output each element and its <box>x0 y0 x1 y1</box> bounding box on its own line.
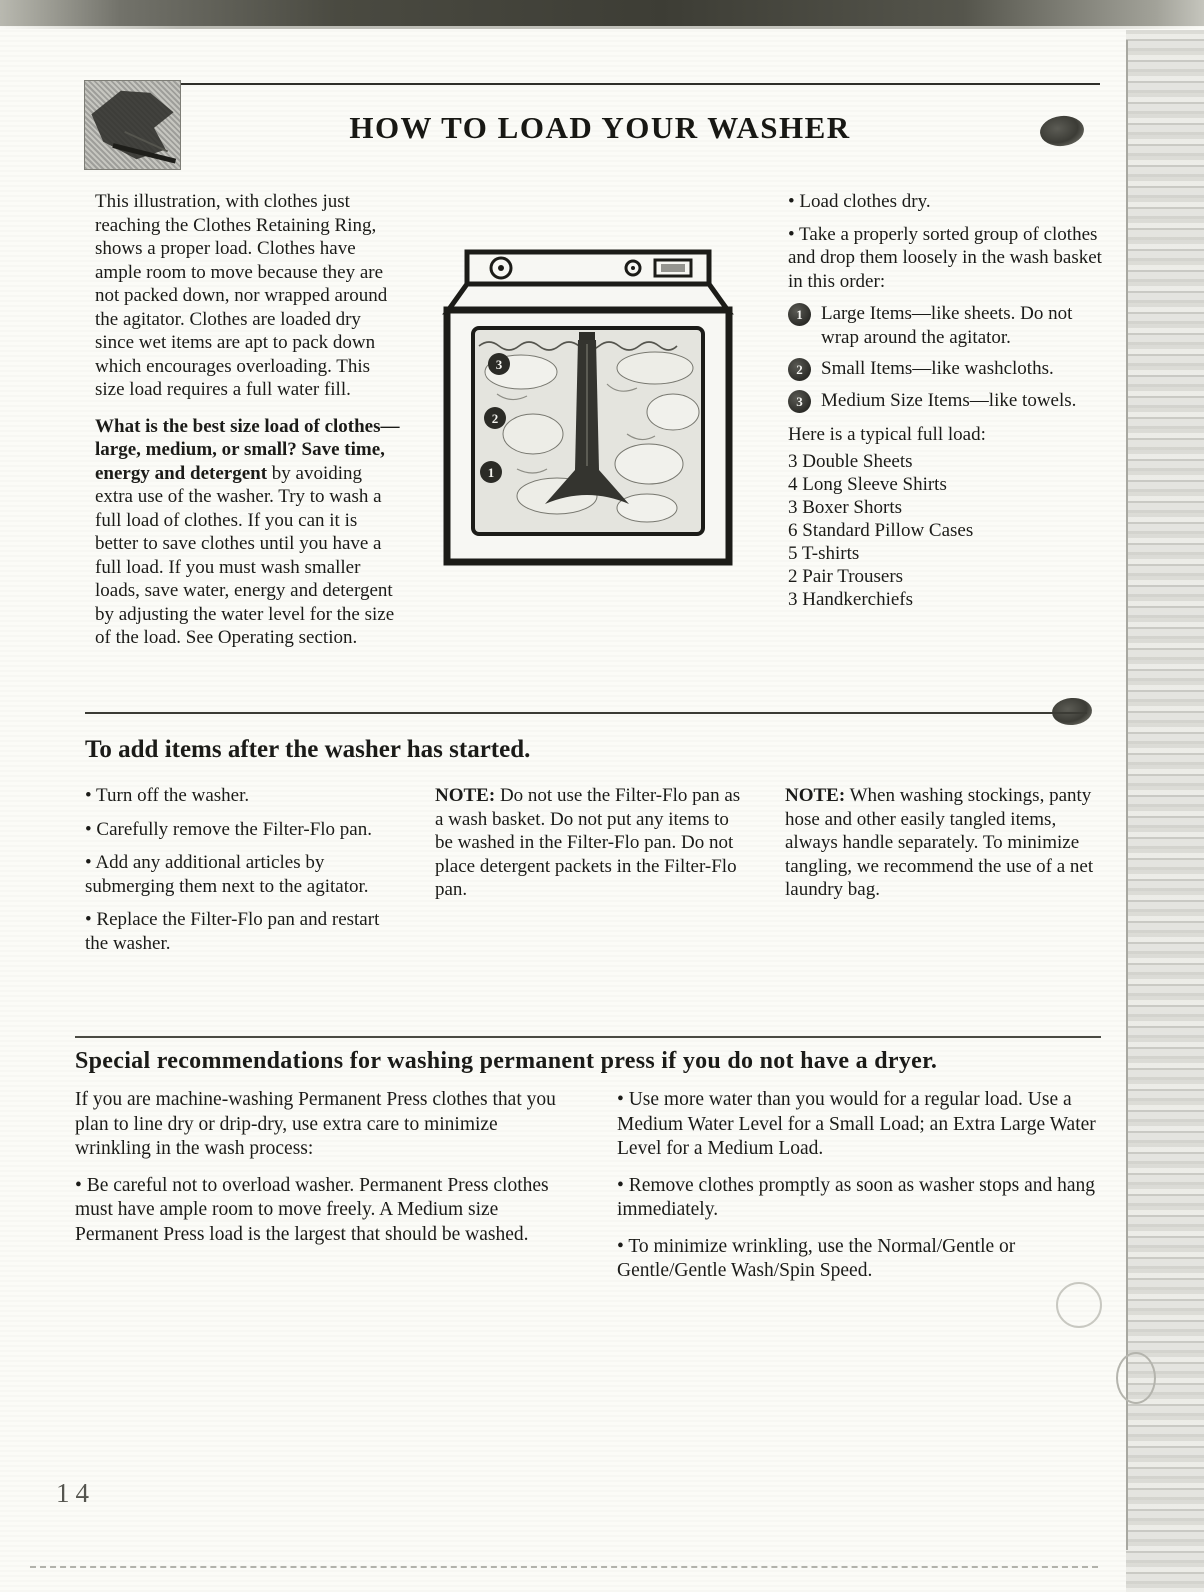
note-paragraph <box>785 784 1107 902</box>
best-load-answer: by avoiding extra use of the washer. Try to wash a full load of clothes. If you can it is better to save clothes until you have a full load. If you must wash smaller loads, save water, energy and detergent by adjusting the water level for the size of the load. See Operating section. <box>95 462 395 648</box>
ink-spot-artifact <box>1039 114 1086 148</box>
ring-artifact <box>1116 1352 1156 1404</box>
hand-loading-icon-art <box>85 81 180 169</box>
best-load-question: What is the best size load of clothes—large, medium, or small? Save time, energy and detergent <box>95 415 400 484</box>
load-order-text: Medium Size Items—like towels. <box>821 390 1077 411</box>
permanent-press-right-column <box>617 1088 1105 1296</box>
section-divider <box>75 1036 1101 1038</box>
full-load-item: 6 Standard Pillow Cases <box>788 519 974 541</box>
load-order-item <box>788 357 1108 381</box>
scan-top-band <box>0 0 1204 26</box>
add-items-step: • Replace the Filter-Flo pan and restart the washer. <box>85 909 380 954</box>
bullet-load-dry: • Load clothes dry. <box>788 191 931 212</box>
full-load-item: 3 Handkerchiefs <box>788 588 914 610</box>
intro-column <box>95 190 403 650</box>
full-load-item: 5 T-shirts <box>788 542 860 564</box>
step-number-badge: 3 <box>788 390 811 413</box>
full-load-list <box>788 450 1108 611</box>
diagram-label-1: 1 <box>487 465 495 480</box>
load-order-text: Small Items—like washcloths. <box>821 358 1054 379</box>
step-number-badge: 1 <box>788 303 811 326</box>
best-load-paragraph <box>95 415 403 650</box>
bullet-sorted-group: • Take a properly sorted group of clothes and drop them loosely in the wash basket in this order: <box>788 223 1102 292</box>
scan-bottom-rule <box>30 1566 1098 1568</box>
load-order-item <box>788 389 1108 413</box>
washer-illustration <box>437 244 739 580</box>
page-title: HOW TO LOAD YOUR WASHER <box>349 110 851 145</box>
add-items-steps <box>85 784 385 965</box>
section-divider <box>85 712 1087 714</box>
full-load-intro: Here is a typical full load: <box>788 424 986 445</box>
note-text: When washing stockings, panty hose and other easily tangled items, always handle separately. To minimize tangling, we recommend the use of a net laundry bag. <box>785 785 1094 900</box>
permanent-press-bullet: • To minimize wrinkling, use the Normal/Gentle or Gentle/Gentle Wash/Spin Speed. <box>617 1235 1016 1281</box>
intro-paragraph: This illustration, with clothes just reaching the Clothes Retaining Ring, shows a proper load. Clothes have ample room to move because they are not packed down, nor wrapped around the agitator. Clothes are loaded dry since wet items are apt to pack down which encourages overloading. This size load requires a full water fill. <box>95 191 388 400</box>
add-items-step: • Add any additional articles by submerging them next to the agitator. <box>85 852 369 897</box>
permanent-press-left-column <box>75 1088 563 1259</box>
step-number-badge: 2 <box>788 358 811 381</box>
scan-page-edge-line <box>1126 40 1128 1550</box>
scan-top-shadow <box>0 26 1204 29</box>
load-order-item <box>788 302 1108 349</box>
load-order-text: Large Items—like sheets. Do not wrap around the agitator. <box>821 303 1073 348</box>
note-label: NOTE: <box>785 785 846 806</box>
filter-flo-note <box>435 784 750 902</box>
full-load-item: 3 Double Sheets <box>788 450 913 472</box>
tangling-note <box>785 784 1107 902</box>
full-load-item: 4 Long Sleeve Shirts <box>788 473 947 495</box>
add-items-heading: To add items after the washer has started. <box>85 736 531 763</box>
permanent-press-bullet: • Remove clothes promptly as soon as washer stops and hang immediately. <box>617 1174 1095 1220</box>
add-items-step: • Carefully remove the Filter-Flo pan. <box>85 818 372 840</box>
permanent-press-bullet: • Use more water than you would for a regular load. Use a Medium Water Level for a Small Load; an Extra Large Water Level for a Medium Load. <box>617 1089 1096 1159</box>
hand-loading-icon <box>84 80 181 170</box>
loading-order-column <box>788 190 1108 611</box>
full-load-item: 3 Boxer Shorts <box>788 496 902 518</box>
full-load-item: 2 Pair Trousers <box>788 565 904 587</box>
permanent-press-heading: Special recommendations for washing permanent press if you do not have a dryer. <box>75 1048 938 1074</box>
note-label: NOTE: <box>435 785 496 806</box>
permanent-press-intro: If you are machine-washing Permanent Press clothes that you plan to line dry or drip-dry, use extra care to minimize wrinkling in the wash process: <box>75 1089 556 1159</box>
washer-top-view-drawing <box>437 244 739 580</box>
page-number: 14 <box>56 1478 95 1508</box>
permanent-press-bullet: • Be careful not to overload washer. Permanent Press clothes must have ample room to move freely. A Medium size Permanent Press load is the largest that should be washed. <box>75 1174 549 1245</box>
diagram-label-2: 2 <box>491 411 499 426</box>
diagram-label-3: 3 <box>495 357 503 372</box>
note-paragraph <box>435 784 750 902</box>
note-text: Do not use the Filter-Flo pan as a wash basket. Do not put any items to be washed in the Filter-Flo pan. Do not place detergent packets in the Filter-Flo pan. <box>435 785 741 900</box>
header-rule <box>84 83 1100 85</box>
add-items-step: • Turn off the washer. <box>85 785 250 806</box>
